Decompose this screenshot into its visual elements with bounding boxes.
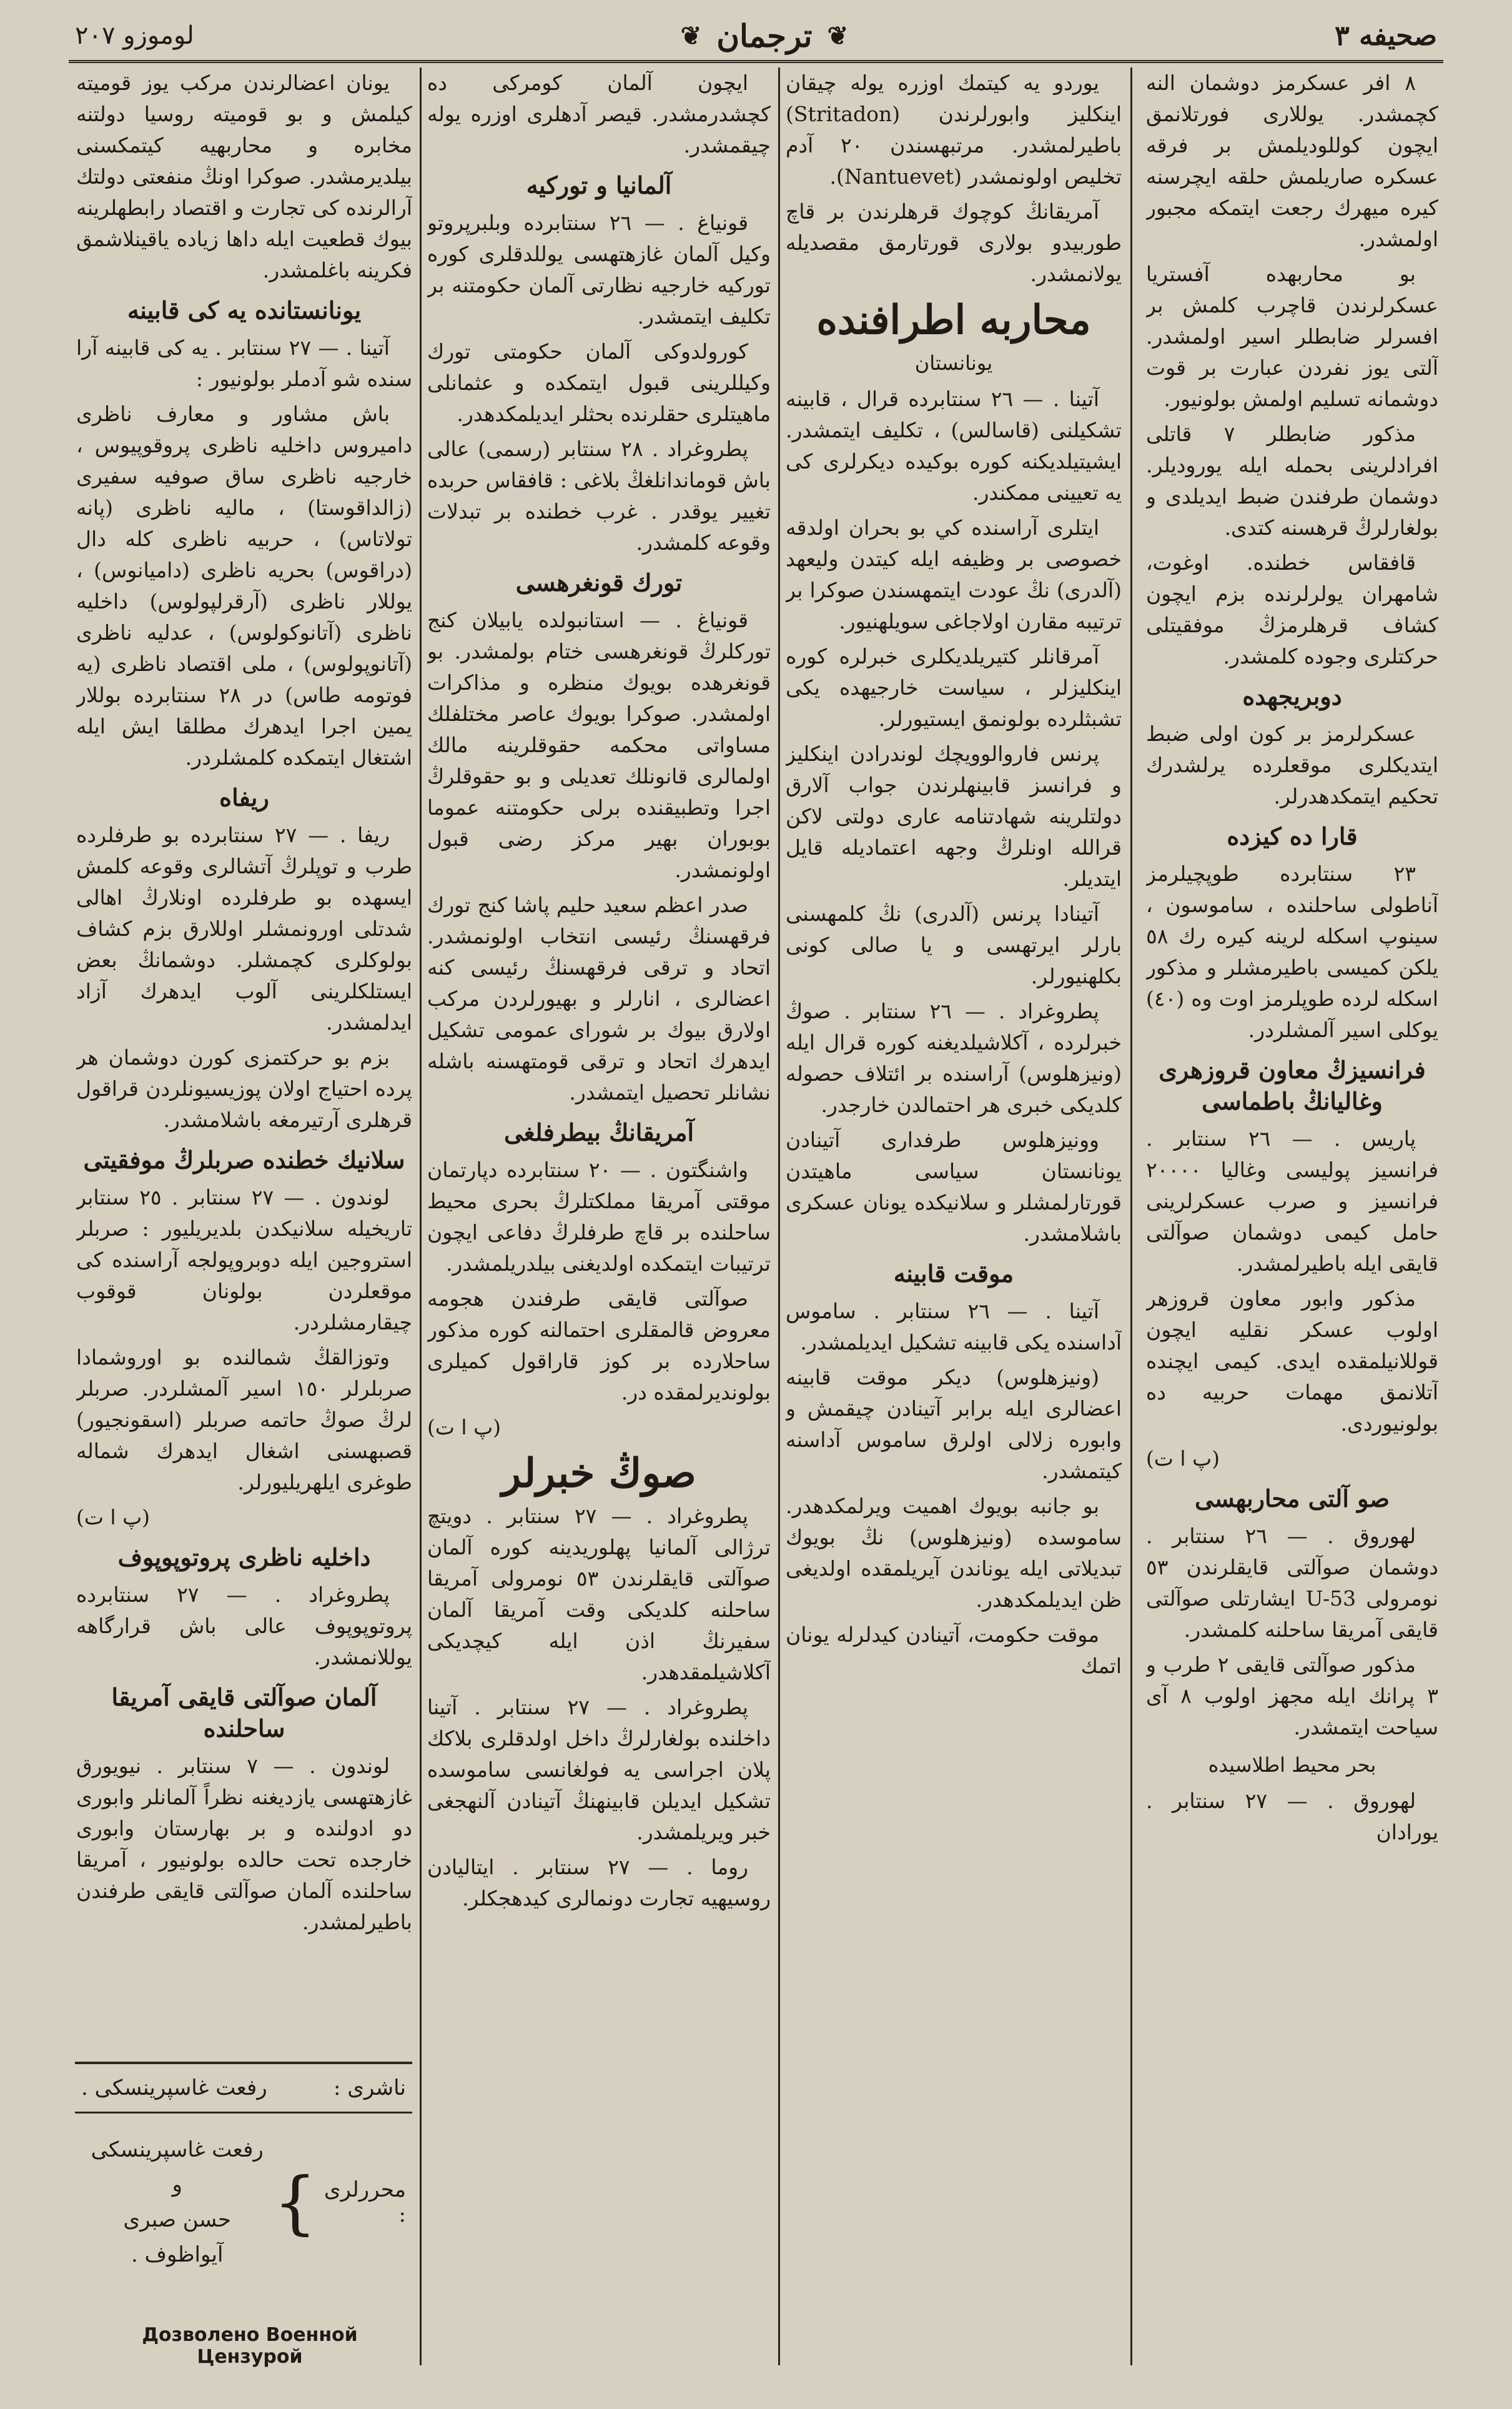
section-heading: آلمانيا و توركيه bbox=[526, 171, 672, 199]
colophon bbox=[75, 2062, 412, 2314]
newspaper-title: ترجمان bbox=[716, 17, 813, 54]
column-1 bbox=[1146, 67, 1438, 2359]
editor-name: رفعت غاسپرينسكى bbox=[91, 2137, 264, 2162]
column-divider bbox=[778, 67, 780, 2365]
paragraph: آمرقانلر كتيريلديكلرى خبرلره كوره اينكليزلر ، سياست خارجيهده يكى تشبثلرده بولونمق ايستيورلر. bbox=[786, 644, 1122, 731]
column-divider bbox=[420, 67, 422, 2365]
publisher-row bbox=[75, 2064, 412, 2113]
paragraph: روما . — ٢٧ سنتابر . ايتاليادن روسيهيه تجارت دونمالرى كيدهجكلر. bbox=[427, 1855, 771, 1910]
paragraph: بو محاربهده آفستريا عسكرلرندن قاچرب كلمش بر افسرلر ضابطلر اسير اولمشدر. آلتى يوز نفردن عبارت بر قوت دوشمانه تسليم اولمش بولونيور. bbox=[1146, 262, 1438, 411]
paragraph: يونان اعضالرندن مركب يوز قوميته كيلمش و بو قوميته روسيا دولتنه مخابره و محاربهيه كيتمكسنى بيلديرمشدر. صوكرا اونڭ منفعتى دولتك آرالرنده كى تجارت و اقتصاد رابطهلرينه بيوك قطعيت ايله داها زياده ياقينلاشمق فكرينه باغلمشدر. bbox=[76, 71, 412, 282]
section-heading: داخليه ناظرى پروتوپوپوف bbox=[117, 1543, 371, 1571]
paragraph: ٢٣ سنتابرده طوپچيلرمز آناطولى ساحلنده ، ساموسون ، سينوپ اسكله لرينه كيره رك ٥٨ يلكن كميسى باطيرمشلر و مذكور اسكله لرده طوپلرمز اوت وه (٤٠) يوكلى اسير آلمشلردر. bbox=[1146, 862, 1438, 1042]
paragraph: يوردو يه كيتمك اوزره يوله چيقان اينكليز وابورلرندن (Stritadon) باطيرلمشدر. مرتبهسندن ٢٠ آدم تخليص اولونمشدر (Nantuevet). bbox=[786, 71, 1122, 189]
section-heading: آلمان صوآلتى قايقى آمريقا ساحلنده bbox=[111, 1683, 377, 1742]
paragraph: آتينا . — ٢٦ سنتابرده قرال ، قابينه تشكيلنى (قاسالس) ، تكليف ايتمشدر. ايشيتيلديكنه كوره بوكيده ديكرلرى كى يه تعيينى ممكندر. bbox=[786, 387, 1122, 505]
paragraph: مذكور وابور معاون قروزهر اولوب عسكر نقليه ايچون قوللانيلمقده ايدى. كيمى ايچنده آتلانمق مهمات حربيه ده بولونيوردى. bbox=[1146, 1286, 1438, 1436]
signature: (پ ا ت) bbox=[76, 1505, 151, 1529]
main-headline: محاربه اطرافنده bbox=[816, 297, 1091, 344]
paragraph: لهوروق . — ٢٦ سنتابر . دوشمان صوآلتى قايقلرندن ٥٣ نومرولى U-53 ايشارتلى صوآلتى قايقى آمريقا ساحلنه كلمشدر. bbox=[1146, 1524, 1438, 1642]
masthead bbox=[75, 11, 1437, 60]
section-heading: يونانستانده يه كى قابينه bbox=[127, 296, 362, 324]
paragraph: قونياغ . — استانبولده يابيلان كنج توركلرڭ قونغرهسى ختام بولمشدر. بو قونغرهده بويوك منظره و مذاكرات اولمشدر. صوكرا بويوك عاصر مختلفلك مساواتى محكمه حقوقلرينه مالك اولمالرى قانونلك تعديلى و بو حقوقلرڭ اجرا وتطبيقنده برلى حكومتنه عموما بوبوران بهير مركز رضى قبول اولونمشدر. bbox=[427, 608, 771, 882]
signature: (پ ا ت) bbox=[427, 1415, 502, 1439]
publisher-name: رفعت غاسپرينسكى . bbox=[81, 2075, 267, 2100]
paragraph: پرنس فاروالوويچك لوندرادن اينكليز و فرانسز قابينهلرندن جواب آلارق دولتلرينه شهادتنامه عارى دولتى لاكن قرالله اونلرڭ وجهه اعتماديله قايل ايتديلر. bbox=[786, 742, 1122, 891]
section-heading: صو آلتى محاربهسى bbox=[1194, 1484, 1390, 1512]
paragraph: قونياغ . — ٢٦ سنتابرده وبلبرپروتو وكيل آلمان غازهتهسى يوللدقلرى كوره توركيه خارجيه نظارتى آلمان حكومتنه بر تكليف ايتمشدر. bbox=[427, 211, 771, 329]
page-number: صحيفه ٣ bbox=[1335, 19, 1437, 52]
ornament-icon: ❦ bbox=[680, 21, 702, 51]
editor-name: حسن صبرى آيواظوف . bbox=[123, 2207, 231, 2267]
paragraph: آتينا . — ٢٧ سنتابر . يه كى قابينه آرا سنده شو آدملر بولونيور : bbox=[76, 335, 412, 391]
paragraph: موقت حكومت، آتينادن كيدلرله يونان اتمك bbox=[786, 1622, 1122, 1678]
section-heading: ريفاه bbox=[219, 783, 269, 812]
paragraph: پاريس . — ٢٦ سنتابر . فرانسيز پوليسى وغاليا ٢٠٠٠٠ فرانسيز و صرب عسكرلرينى حامل كيمى دوشمان صوآلتى قايقى ايله باطيرلمشدر. bbox=[1146, 1126, 1438, 1276]
censorship-stamp: Дозволено Военной Цензурой bbox=[142, 2324, 358, 2368]
section-heading: فرانسيزڭ معاون قروزهرى وغاليانڭ باطماسى bbox=[1159, 1056, 1426, 1115]
ornament-icon: ❦ bbox=[827, 21, 849, 51]
section-heading: دوبريجهده bbox=[1242, 682, 1342, 710]
paragraph: قافقاس خطنده. اوغوت، شامهران يولرلرنده بزم ايچون كشاف قرهلرمزڭ موفقيتلى حركتلرى وجوده كلمشدر. bbox=[1146, 550, 1438, 668]
masthead-title-block bbox=[681, 17, 848, 54]
paragraph: پطروغراد . ٢٨ سنتابر (رسمى) عالى باش قوماندانلغڭ بلاغى : قافقاس حربده تغيير يوقدر . غرب خطنده بر تبدلات وقوعه كلمشدر. bbox=[427, 437, 771, 555]
editor-conjunction: و bbox=[172, 2172, 182, 2197]
paragraph: آتينادا پرنس (آلدرى) نڭ كلمهسنى بارلر ايرتهسى و يا صالى كونى بكلهنيورلر. bbox=[786, 902, 1122, 988]
paragraph: ريفا . — ٢٧ سنتابرده بو طرفلرده طرب و توپلرڭ آتشالرى وقوعه كلمش ايسهده بو طرفلرده اونلارڭ اهالى شدتلى اورونمشلر اوللارق بزم كشاف بولوكلرى كچمشلر. دوشمانڭ بعض ايستلكلرينى آلوب ايدهرك آزاد ايدلمشدر. bbox=[76, 823, 412, 1035]
paragraph: ايتلرى آراسنده كي بو بحران اولدقه خصوصى بر وظيفه ايله كيتدن وليعهد (آلدرى) نڭ عودت ايتمهسندن صوكرا بر ترتيبه مقارن اولاجاغى سويلهنيور. bbox=[786, 515, 1122, 633]
column-3 bbox=[427, 67, 771, 2359]
editors-row bbox=[75, 2113, 412, 2291]
paragraph: آتينا . — ٢٦ سنتابر . ساموس آداسنده يكى قابينه تشكيل ايديلمشدر. bbox=[786, 1299, 1122, 1354]
paragraph: پطروغراد . — ٢٦ سنتابر . صوڭ خبرلرده ، آكلاشيلديغنه كوره قرال ايله (ونيزهلوس) آراسنده بر ائتلاف حصوله كلديكى خبرى هر احتمالدن خارجدر. bbox=[786, 999, 1122, 1117]
paragraph: باش مشاور و معارف ناظرى داميروس داخليه ناظرى پروقوپيوس ، خارجيه ناظرى ساق صوفيه سفيرى (زالداقوستا) ، ماليه ناظرى (پانه تولاتاس) ، حربيه ناظرى كله دال (دراقوس) بحريه ناظرى (داميانوس) ، يوللار ناظرى (آرقرلپولوس) داخليه ناظرى (آتانوكولوس) ، عدليه ناظرى (آتانوپولوس) ، ملى اقتصاد ناظرى (يه فوتومه طاس) در ٢٨ سنتابرده بوللار يمين اجرا ايدهرك مطلقا ايش ايله اشتغال ايتمكده كلمشلردر. bbox=[76, 402, 412, 770]
publisher-label: ناشرى : bbox=[334, 2075, 406, 2100]
signature: (پ ا ت) bbox=[1146, 1446, 1220, 1471]
paragraph: صوآلتى قايقى طرفندن هجومه معروض قالمقلرى احتمالنه كوره مذكور ساحلارده بر كوز قاراقول كميلرى بولونديرلمقده در. bbox=[427, 1286, 771, 1404]
section-heading: آمريقانڭ بيطرفلغى bbox=[503, 1118, 694, 1146]
paragraph: مذكور ضابطلر ٧ قاتلى افرادلرينى بحمله ايله يوروديلر. دوشمان طرفندن ضبط ايديلدى و بولغارلرڭ قرهسنه كتدى. bbox=[1146, 422, 1438, 540]
editors-label: محررلرى : bbox=[324, 2177, 406, 2227]
section-subheading: بحر محيط اطلاسيده bbox=[1208, 1753, 1376, 1777]
brace-icon: } bbox=[273, 2162, 317, 2242]
paragraph: پطروغراد . — ٢٧ سنتابر . دويتچ ترژالى آلمانيا پهلوريدينه كوره آلمان صوآلتى قايقلرندن ٥٣ نومرولى آمريقا ساحلنه كلديكى وقت آمريقا آلمان سفيرنڭ اذن ايله كيچديكى آكلاشيلمقدهدر. bbox=[427, 1504, 771, 1684]
masthead-rule bbox=[69, 60, 1443, 63]
paragraph: كورولدوكى آلمان حكومتى تورك وكيللرينى قبول ايتمكده و عثمانلى ماهيتلرى حقلرنده بحثلر ايديلمكدهدر. bbox=[427, 339, 771, 426]
paragraph: بو جانبه بويوك اهميت ويرلمكدهدر. ساموسده (ونيزهلوس) نڭ بويوك تبديلاتى ايله يوناندن آيريلمقده اولديغى ظن ايديلمكدهدر. bbox=[786, 1494, 1122, 1612]
paragraph: لهوروق . — ٢٧ سنتابر . يورادان bbox=[1146, 1789, 1438, 1844]
section-heading: سلانيك خطنده صربلرڭ موفقيتى bbox=[83, 1146, 405, 1174]
issue-date: لوموزو ٢٠٧ bbox=[75, 21, 194, 50]
paragraph: آمريقانڭ كوچوك قرهلرندن بر قاچ طوربيدو بولارى قورتارمق مقصديله يولانمشدر. bbox=[786, 199, 1122, 286]
section-subheading: يونانستان bbox=[914, 351, 993, 375]
section-heading: قارا ده كيزده bbox=[1227, 822, 1358, 850]
paragraph: پطروغراد . — ٢٧ سنتابر . آتينا داخلنده بولغارلرڭ داخل اولدقلرى بلاكك پلان اجراسى يه فولغانسى ساموسده تشكيل ايديلن قابينهنڭ آتينادن آلنهجغى خبر ويريلمشدر. bbox=[427, 1695, 771, 1844]
column-2 bbox=[786, 67, 1122, 2359]
paragraph: لوندون . — ٧ سنتابر . نيويورق غازهتهسى يازديغنه نظراً آلمانلر وابورى دو ادولنده و بر بهارستان وابورى خارجده تحت حالده بولونيور ، آمريقا ساحلنده آلمان صوآلتى قايقى طرفندن باطيرلمشدر. bbox=[76, 1754, 412, 1934]
paragraph: صدر اعظم سعيد حليم پاشا كنج تورك فرقهسنڭ رئيسى انتخاب اولونمشدر. اتحاد و ترقى فرقهسنڭ رئيسى كنه اعضالرى ، انارلر و بهيورلردن مركب اولارق بيوك بر شوراى عمومى تشكيل ايدهرك اتحاد و ترقى قومتهسنه باشله نشانلر تحصيل ايتمشدر. bbox=[427, 893, 771, 1105]
paragraph: (ونيزهلوس) ديكر موقت قابينه اعضالرى ايله برابر آتينادن چيقمش و وابوره زلالى اولرق ساموس آداسنه كيتمشدر. bbox=[786, 1365, 1122, 1483]
paragraph: وتوزالقڭ شمالنده بو اوروشمادا صربلرلر ١٥٠ اسير آلمشلردر. صربلر لرڭ صوڭ حاتمه صربلر (اسقونجيور) قصبهسنى اشغال ايدهرك شماله طوغرى ايلهريليورلر. bbox=[76, 1345, 412, 1494]
paragraph: واشنگتون . — ٢٠ سنتابرده دپارتمان موقتى آمريقا مملكتلرڭ بحرى محيط ساحلنده بر قاچ طرفلرڭ دفاعى ايچون ترتيبات ايتمكده اولديغنى بيلدريلمشدر. bbox=[427, 1158, 771, 1276]
section-heading: تورك قونغرهسى bbox=[515, 569, 683, 597]
paragraph: ايچون آلمان كومركى ده كچشدرمشدر. قيصر آدهلرى اوزره يوله چيقمشدر. bbox=[427, 71, 771, 157]
paragraph: پطروغراد . — ٢٧ سنتابرده پروتوپوپوف عالى باش قرارگاهه يوللانمشدر. bbox=[76, 1582, 412, 1669]
section-heading: موقت قابينه bbox=[893, 1259, 1014, 1288]
paragraph: مذكور صوآلتى قايقى ٢ طرب و ٣ پرانك ايله مجهز اولوب ٨ آى سياحت ايتمشدر. bbox=[1146, 1652, 1438, 1739]
paragraph: بزم بو حركتمزى كورن دوشمان هر پرده احتياج اولان پوزيسيونلردن قراقول قرهلرى آرتيرمغه باشلامشدر. bbox=[76, 1045, 412, 1132]
editors-names bbox=[81, 2132, 273, 2272]
column-4 bbox=[76, 67, 412, 2054]
main-headline: صوڭ خبرلر bbox=[502, 1450, 696, 1497]
paragraph: عسكرلرمز بر كون اولى ضبط ايتديكلرى موقعلرده يرلشدرك تحكيم ايتمكدهدرلر. bbox=[1146, 722, 1438, 808]
column-divider bbox=[1130, 67, 1132, 2365]
paragraph: ٨ افر عسكرمز دوشمان النه كچمشدر. يوللارى فورتلانمق ايچون كوللوديلمش بر فرقه عسكره صاريلمش حلقه ايچرسنه كيره ميهرك رجعت ايتمكه مجبور اولمشدر. bbox=[1146, 71, 1438, 251]
paragraph: لوندون . — ٢٧ سنتابر . ٢٥ سنتابر تاريخيله سلانيكدن بلديريليور : صربلر استروجين ايله دوبروپولجه آراسنده كى موقعلردن بولونان قوقوب چيقارمشلردر. bbox=[76, 1185, 412, 1334]
paragraph: وونيزهلوس طرفدارى آتينادن يونانستان سياسى ماهيتدن قورتارلمشلر و سلانيكده يونان عسكرى باشلامشدر. bbox=[786, 1128, 1122, 1246]
